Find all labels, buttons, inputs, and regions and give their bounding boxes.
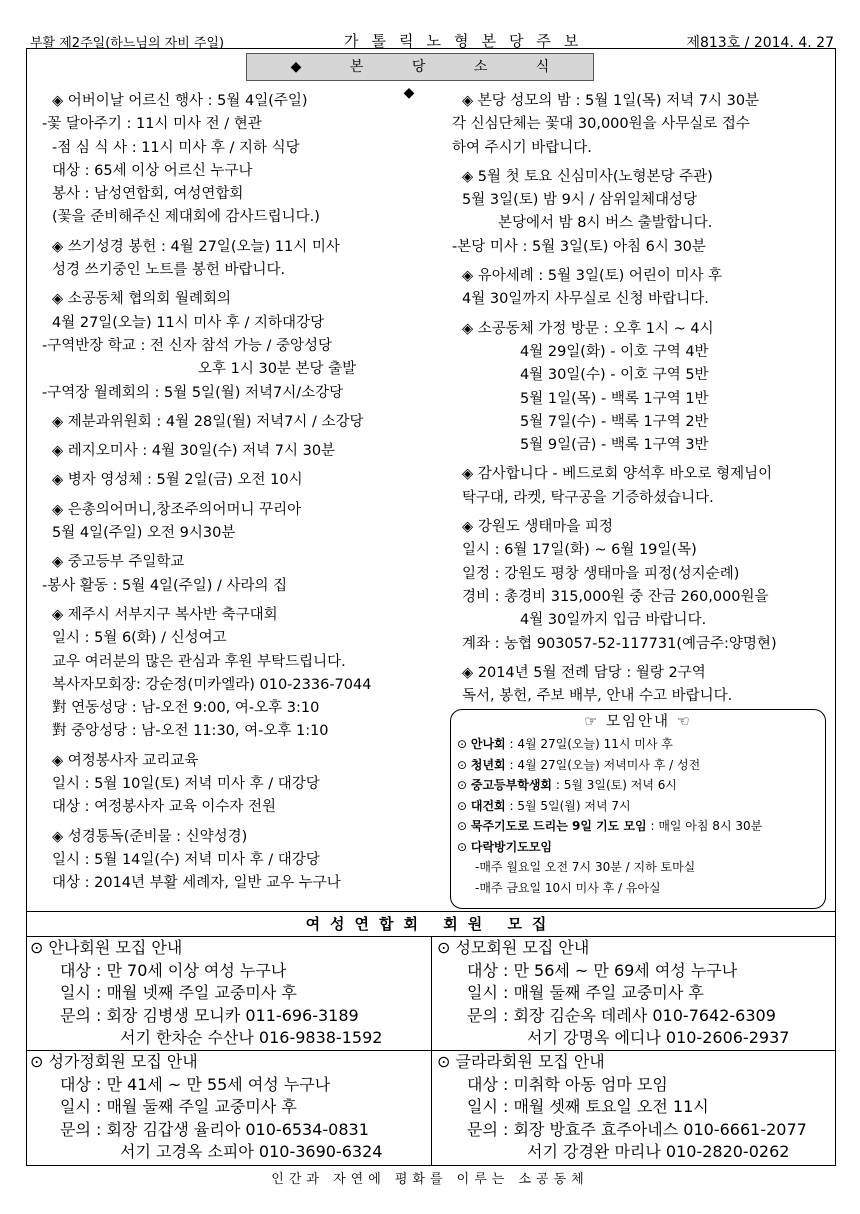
recruit-line: 일시 : 매월 둘째 주일 교중미사 후 <box>60 1097 297 1116</box>
meeting-item <box>451 755 825 776</box>
recruit-title: ⊙ 안나회원 모집 안내 <box>30 938 183 957</box>
liturgical-date: 부활 제2주일(하느님의 자비 주일) <box>30 36 225 51</box>
recruit-line: 서기 강명옥 에디나 010-2606-2937 <box>527 1028 790 1047</box>
news-item-heading: ◈ 제주시 서부지구 복사반 축구대회 <box>52 606 278 623</box>
news-item-heading: ◈ 5월 첫 토요 신심미사(노형본당 주관) <box>462 168 713 185</box>
meeting-detail: : 5월 3일(토) 저녁 6시 <box>552 778 677 792</box>
recruit-box-holy-family <box>30 1051 430 1164</box>
news-item-line: 대상 : 2014년 부활 세례자, 일반 교우 누구나 <box>52 875 341 892</box>
news-item <box>30 469 435 492</box>
meeting-item <box>451 734 825 755</box>
news-item-heading: ◈ 소공동체 협의회 월례회의 <box>52 291 232 308</box>
news-item-line: 5월 9일(금) - 백록 1구역 3반 <box>520 437 709 454</box>
news-item <box>30 499 435 546</box>
recruit-title: ⊙ 성가정회원 모집 안내 <box>30 1052 198 1071</box>
meeting-name: 대건회 <box>470 798 506 813</box>
meeting-name: 다락방기도모임 <box>470 839 553 854</box>
news-item <box>30 411 435 434</box>
news-item-line: 봉사 : 남성연합회, 여성연합회 <box>52 186 244 203</box>
news-item <box>440 463 835 510</box>
news-item-line: -봉사 활동 : 5월 4일(주일) / 사라의 집 <box>42 577 288 594</box>
circle-dot-icon: ⊙ <box>457 839 471 854</box>
news-item <box>440 516 835 656</box>
circle-dot-icon: ⊙ <box>457 778 471 792</box>
recruit-line: 대상 : 만 56세 ~ 만 69세 여성 누구나 <box>467 960 738 980</box>
news-item-line: 일시 : 5월 6(화) / 신성여고 <box>52 630 227 647</box>
recruit-line: 일시 : 매월 넷째 주일 교중미사 후 <box>60 983 297 1002</box>
news-item <box>30 551 435 598</box>
recruit-line: 일시 : 매월 둘째 주일 교중미사 후 <box>467 983 704 1002</box>
news-item-line: 對 중앙성당 : 남-오전 11:30, 여-오후 1:10 <box>52 723 329 740</box>
bulletin-title: 가톨릭노형본당주보 <box>344 32 592 50</box>
news-item-line: 각 신심단체는 꽃대 30,000원을 사무실로 접수 <box>452 116 750 133</box>
meeting-detail: : 5월 5일(월) 저녁 7시 <box>505 798 631 813</box>
meeting-detail: : 4월 27일(오늘) 저녁미사 후 / 성전 <box>505 757 701 772</box>
news-item <box>30 750 435 820</box>
news-item <box>440 265 835 312</box>
news-item-line: 일시 : 5월 14일(수) 저녁 미사 후 / 대강당 <box>52 851 320 868</box>
news-item-heading: ◈ 병자 영성체 : 5월 2일(금) 오전 10시 <box>52 472 303 489</box>
news-item <box>30 604 435 744</box>
meeting-name: 안나회 <box>470 737 506 751</box>
divider-vertical <box>431 937 432 1166</box>
news-item-heading: ◈ 쓰기성경 봉헌 : 4월 27일(오늘) 11시 미사 <box>52 238 340 255</box>
news-item-line: 일시 : 5월 10일(토) 저녁 미사 후 / 대강당 <box>52 776 320 793</box>
news-item-heading: ◈ 강원도 생태마을 피정 <box>462 519 614 536</box>
news-item-line: 독서, 봉헌, 주보 배부, 안내 수고 바랍니다. <box>462 688 733 705</box>
news-item <box>30 90 435 230</box>
news-item <box>30 826 435 896</box>
news-item-line: 5월 7일(수) - 백록 1구역 2반 <box>520 413 709 430</box>
meeting-name: 묵주기도로 드리는 9일 기도 모임 <box>470 819 647 833</box>
news-item-heading: ◈ 레지오미사 : 4월 30일(수) 저녁 7시 30분 <box>52 443 336 460</box>
news-item-line: 일시 : 6월 17일(화) ~ 6월 19일(목) <box>462 542 697 559</box>
news-item-line: -본당 미사 : 5월 3일(토) 아침 6시 30분 <box>452 238 706 255</box>
news-item <box>440 90 835 160</box>
news-item-line: 본당에서 밤 8시 버스 출발합니다. <box>498 215 713 232</box>
news-item-line: 4월 29일(화) - 이호 구역 4반 <box>520 343 709 360</box>
recruit-title: ⊙ 성모회원 모집 안내 <box>437 938 590 957</box>
news-item-line: (꽃을 준비해주신 제대회에 감사드립니다.) <box>52 209 320 226</box>
recruit-line: 서기 고경옥 소피아 010-3690-6324 <box>120 1142 383 1161</box>
meeting-detail: : 매일 아침 8시 30분 <box>646 819 763 833</box>
recruit-line: 대상 : 만 41세 ~ 만 55세 여성 누구나 <box>60 1074 331 1094</box>
issue-number: 제813호 / 2014. 4. 27 <box>686 35 834 51</box>
news-item-line: 5월 3일(토) 밤 9시 / 삼위일체대성당 <box>462 192 698 209</box>
circle-dot-icon: ⊙ <box>457 798 471 813</box>
news-item-heading: ◈ 제분과위원회 : 4월 28일(월) 저녁7시 / 소강당 <box>52 413 364 430</box>
news-item-line: 복사자모회장: 강순정(미카엘라) 010-2336-7044 <box>52 676 372 693</box>
news-item-line: 일정 : 강원도 평창 생태마을 피정(성지순례) <box>462 565 740 582</box>
news-item-line: 4월 30일까지 사무실로 신청 바랍니다. <box>462 291 709 308</box>
news-item <box>440 166 835 259</box>
news-item-heading: ◈ 소공동체 가정 방문 : 오후 1시 ~ 4시 <box>462 320 714 337</box>
news-item-line: 성경 쓰기중인 노트를 봉헌 바랍니다. <box>52 262 286 279</box>
meeting-notice-box <box>450 709 826 909</box>
news-item-line: 오후 1시 30분 본당 출발 <box>198 361 357 378</box>
news-item-line: -구역장 월례회의 : 5월 5일(월) 저녁7시/소강당 <box>42 384 344 401</box>
news-item-line: 4월 30일까지 입금 바랍니다. <box>520 612 707 629</box>
meeting-notice-title: ☞ 모임안내 ☜ <box>584 714 692 730</box>
news-item-line: 경비 : 총경비 315,000원 중 잔금 260,000원을 <box>462 588 769 605</box>
news-item-line: 하여 주시기 바랍니다. <box>452 139 592 156</box>
recruit-line: 서기 한차순 수산나 016-9838-1592 <box>120 1028 383 1047</box>
meeting-item <box>451 816 825 837</box>
meeting-item <box>451 837 825 858</box>
recruit-box-clara <box>437 1051 832 1164</box>
meeting-sub-item: -매주 월요일 오전 7시 30분 / 지하 토마실 <box>475 860 696 874</box>
recruit-line: 문의 : 회장 방효주 효주아네스 010-6661-2077 <box>467 1119 807 1139</box>
footer-motto: 인간과 자연에 평화를 이루는 소공동체 <box>271 1172 589 1187</box>
recruit-box-seongmo <box>437 937 832 1050</box>
recruit-title: ⊙ 글라라회원 모집 안내 <box>437 1052 605 1071</box>
news-item-line: -점 심 식 사 : 11시 미사 후 / 지하 식당 <box>52 139 300 156</box>
circle-dot-icon: ⊙ <box>457 819 471 833</box>
news-item-line: 4월 27일(오늘) 11시 미사 후 / 지하대강당 <box>52 314 325 331</box>
news-item <box>440 662 835 709</box>
news-item <box>440 318 835 458</box>
news-item-line: 4월 30일(수) - 이호 구역 5반 <box>520 367 709 384</box>
recruit-line: 일시 : 매월 셋째 토요일 오전 11시 <box>467 1097 709 1116</box>
recruit-line: 대상 : 만 70세 이상 여성 누구나 <box>60 960 287 980</box>
news-item-heading: ◈ 중고등부 주일학교 <box>52 554 185 571</box>
news-item-line: 교우 여러분의 많은 관심과 후원 부탁드립니다. <box>52 653 346 670</box>
meeting-name: 청년회 <box>470 757 506 772</box>
recruit-line: 문의 : 회장 김갑생 율리아 010-6534-0831 <box>60 1119 369 1139</box>
news-item-line: 계좌 : 농협 903057-52-117731(예금주:양명현) <box>462 635 777 652</box>
recruit-line: 서기 강경완 마리나 010-2820-0262 <box>527 1142 790 1161</box>
left-news-column <box>30 90 435 902</box>
news-item-line: -꽃 달아주기 : 11시 미사 전 / 현관 <box>42 116 262 133</box>
recruit-line: 문의 : 회장 김병생 모니카 011-696-3189 <box>60 1005 359 1025</box>
news-item-line: -구역반장 학교 : 전 신자 참석 가능 / 중앙성당 <box>42 337 332 354</box>
recruit-box-anna <box>30 937 430 1050</box>
news-item-line: 5월 1일(목) - 백록 1구역 1반 <box>520 390 709 407</box>
recruit-line: 대상 : 미취학 아동 엄마 모임 <box>467 1074 668 1094</box>
news-item-heading: ◈ 성경통독(준비물 : 신약성경) <box>52 828 248 845</box>
meeting-name: 중고등부학생회 <box>470 778 553 792</box>
circle-dot-icon: ⊙ <box>457 757 471 772</box>
news-item-heading: ◈ 본당 성모의 밤 : 5월 1일(목) 저녁 7시 30분 <box>462 93 760 109</box>
meeting-sub-item: -매주 금요일 10시 미사 후 / 유아실 <box>475 880 661 895</box>
meeting-item <box>451 796 825 817</box>
news-item-line: 5월 4일(주일) 오전 9시30분 <box>52 525 236 542</box>
meeting-item <box>451 775 825 796</box>
recruit-line: 문의 : 회장 김순옥 데레사 010-7642-6309 <box>467 1005 776 1025</box>
meeting-detail: : 4월 27일(오늘) 11시 미사 후 <box>505 737 673 751</box>
news-item-heading: ◈ 어버이날 어르신 행사 : 5월 4일(주일) <box>52 93 308 109</box>
news-item-heading: ◈ 여정봉사자 교리교육 <box>52 752 199 769</box>
news-item-heading: ◈ 감사합니다 - 베드로회 양석후 바오로 형제님이 <box>462 466 773 483</box>
womens-association-title: 여성연합회 회원 모집 <box>26 911 836 937</box>
news-item-line: 對 연동성당 : 남-오전 9:00, 여-오후 3:10 <box>52 700 320 717</box>
news-item <box>30 440 435 463</box>
news-item <box>30 236 435 283</box>
parish-news-banner: ◆ 본 당 소 식 ◆ <box>246 53 594 81</box>
news-item-line: 대상 : 여정봉사자 교육 이수자 전원 <box>52 799 277 816</box>
news-item-heading: ◈ 유아세례 : 5월 3일(토) 어린이 미사 후 <box>462 268 723 285</box>
news-item <box>30 288 435 404</box>
meeting-list <box>451 734 825 898</box>
news-item-heading: ◈ 은총의어머니,창조주의어머니 꾸리아 <box>52 501 302 518</box>
right-news-column <box>440 90 835 714</box>
circle-dot-icon: ⊙ <box>457 737 471 751</box>
news-item-line: 탁구대, 라켓, 탁구공을 기증하셨습니다. <box>462 489 714 506</box>
news-item-heading: ◈ 2014년 5월 전례 담당 : 월랑 2구역 <box>462 664 706 681</box>
news-item-line: 대상 : 65세 이상 어르신 누구나 <box>52 162 253 179</box>
